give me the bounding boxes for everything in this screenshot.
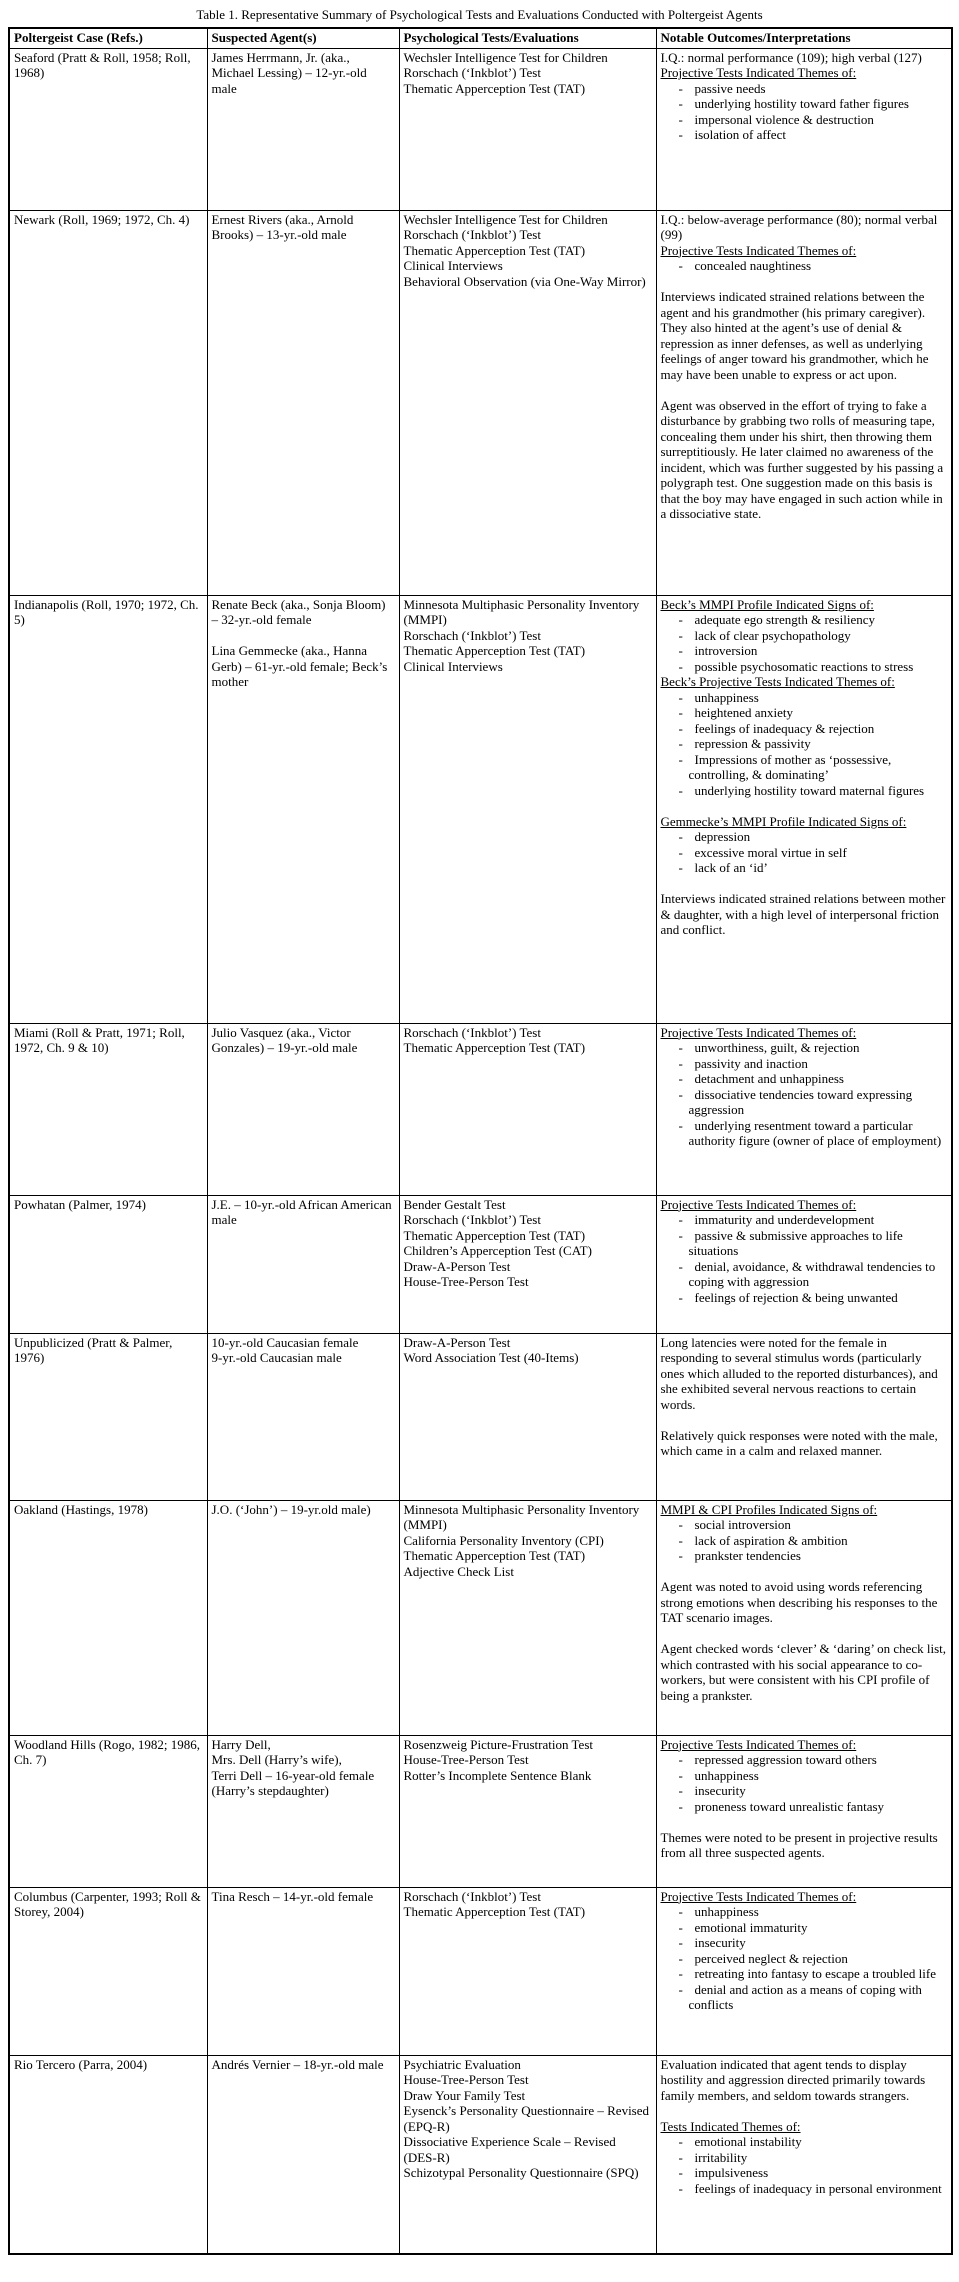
- outcome-bullet: - retreating into fantasy to escape a troubled life: [661, 1966, 948, 1982]
- outcomes-cell: [656, 1887, 952, 2055]
- test-line: House-Tree-Person Test: [403, 2072, 529, 2087]
- test-line: House-Tree-Person Test: [403, 1274, 529, 1289]
- agent-line: Andrés Vernier – 18-yr.-old male: [211, 2056, 384, 2072]
- outcome-bullet: - passive needs: [661, 81, 948, 97]
- test-line: Thematic Apperception Test (TAT): [403, 1040, 586, 1055]
- outcomes-cell: [656, 595, 952, 1023]
- outcome-bullet: - proneness toward unrealistic fantasy: [661, 1799, 948, 1815]
- outcome-heading: Projective Tests Indicated Themes of:: [660, 242, 857, 258]
- test-line: Draw Your Family Test: [403, 2087, 526, 2103]
- test-line: California Personality Inventory (CPI): [403, 1532, 604, 1548]
- agents-cell: [207, 1333, 399, 1500]
- outcome-bullet: - emotional instability: [661, 2134, 948, 2150]
- table-row: [9, 1500, 952, 1735]
- blank-line: [661, 1626, 948, 1642]
- test-line: Psychiatric Evaluation: [403, 2056, 521, 2072]
- agent-line: 10-yr.-old Caucasian female: [211, 1334, 359, 1350]
- outcome-bullet: - irritability: [661, 2150, 948, 2166]
- agent-line: [212, 628, 395, 644]
- outcomes-cell: [656, 2055, 952, 2254]
- tests-cell: [399, 1887, 656, 2055]
- test-line: Rorschach (‘Inkblot’) Test: [403, 227, 541, 242]
- table-row: [9, 1023, 952, 1195]
- outcome-bullet: - underlying hostility toward maternal figures: [661, 783, 948, 799]
- outcome-bullet: - underlying hostility toward father figures: [661, 96, 948, 112]
- case-cell: Newark (Roll, 1969; 1972, Ch. 4): [9, 210, 207, 595]
- summary-table: [8, 27, 953, 2255]
- outcome-bullet: - heightened anxiety: [661, 705, 948, 721]
- blank-line: [661, 1814, 948, 1830]
- outcome-bullet: - detachment and unhappiness: [661, 1071, 948, 1087]
- outcome-bullet: - denial, avoidance, & withdrawal tendencies to coping with aggression: [661, 1259, 948, 1290]
- outcome-bullet: - passive & submissive approaches to life situations: [661, 1228, 948, 1259]
- table-row: [9, 1887, 952, 2055]
- agent-line: James Herrmann, Jr. (aka., Michael Lessing) – 12-yr.-old male: [211, 49, 367, 96]
- test-line: Rotter’s Incomplete Sentence Blank: [403, 1767, 592, 1783]
- test-line: Bender Gestalt Test: [403, 1196, 506, 1212]
- agents-cell: [207, 595, 399, 1023]
- test-line: Draw-A-Person Test: [403, 1258, 511, 1274]
- tests-cell: [399, 1500, 656, 1735]
- tests-cell: [399, 48, 656, 210]
- outcome-bullet: - feelings of inadequacy & rejection: [661, 721, 948, 737]
- tests-cell: [399, 210, 656, 595]
- test-line: Wechsler Intelligence Test for Children: [403, 211, 608, 227]
- outcome-paragraph: Relatively quick responses were noted with the male, which came in a calm and relaxed manner.: [660, 1427, 938, 1458]
- agent-line: Terri Dell – 16-year-old female (Harry’s stepdaughter): [211, 1767, 375, 1798]
- outcome-paragraph: Long latencies were noted for the female in responding to several stimulus words (particularly ones which alluded to the reported disturbances), and she exhibited several nervous reactions to certain words.: [660, 1334, 938, 1412]
- outcome-bullet: - impersonal violence & destruction: [661, 112, 948, 128]
- test-line: Rorschach (‘Inkblot’) Test: [403, 65, 541, 80]
- outcome-bullet: - concealed naughtiness: [661, 258, 948, 274]
- outcome-bullet: - feelings of rejection & being unwanted: [661, 1290, 948, 1306]
- outcome-bullet: - insecurity: [661, 1783, 948, 1799]
- table-row: [9, 1195, 952, 1333]
- blank-line: [661, 2103, 948, 2119]
- outcome-bullet: - lack of aspiration & ambition: [661, 1533, 948, 1549]
- agent-line: Ernest Rivers (aka., Arnold Brooks) – 13-yr.-old male: [211, 211, 354, 242]
- test-line: Thematic Apperception Test (TAT): [403, 1227, 586, 1243]
- outcome-bullet: - prankster tendencies: [661, 1548, 948, 1564]
- test-line: Thematic Apperception Test (TAT): [403, 643, 586, 658]
- outcome-paragraph: Agent was observed in the effort of trying to fake a disturbance by grabbing two rolls of measuring tape, concealing them under his shirt, then throwing them surreptitiously. He later claimed no awareness of the incident, which was further suggested by his passing a polygraph test. One suggestion made on this basis is that the boy may have engaged in such action while in a dissociative state.: [660, 397, 944, 521]
- outcome-bullet: - adequate ego strength & resiliency: [661, 612, 948, 628]
- test-line: Minnesota Multiphasic Personality Inventory (MMPI): [403, 1501, 640, 1532]
- blank-line: [661, 382, 948, 398]
- blank-line: [661, 876, 948, 892]
- outcome-bullet: - possible psychosomatic reactions to stress: [661, 659, 948, 675]
- outcome-paragraph: Interviews indicated strained relations between mother & daughter, with a high level of interpersonal friction and conflict.: [660, 891, 946, 937]
- test-line: Thematic Apperception Test (TAT): [403, 242, 586, 258]
- test-line: Draw-A-Person Test: [403, 1334, 511, 1350]
- agents-cell: [207, 2055, 399, 2254]
- blank-line: [661, 274, 948, 290]
- agent-line: 9-yr.-old Caucasian male: [211, 1350, 342, 1365]
- outcome-bullet: - unhappiness: [661, 1768, 948, 1784]
- column-header: Psychological Tests/Evaluations: [399, 28, 656, 48]
- case-cell: Miami (Roll & Pratt, 1971; Roll, 1972, Ch. 9 & 10): [9, 1023, 207, 1195]
- outcome-bullet: - denial and action as a means of coping with conflicts: [661, 1982, 948, 2013]
- column-header: Suspected Agent(s): [207, 28, 399, 48]
- test-line: Minnesota Multiphasic Personality Inventory (MMPI): [403, 596, 640, 627]
- test-line: Children’s Apperception Test (CAT): [403, 1243, 592, 1258]
- test-line: Rorschach (‘Inkblot’) Test: [403, 1212, 541, 1227]
- outcome-paragraph: Interviews indicated strained relations between the agent and his grandmother (his primary caregiver). They also hinted at the agent’s use of denial & repression as inner defenses, as well as underlying feelings of anger toward his grandmother, which he may have been unable to express or act upon.: [660, 289, 929, 382]
- blank-line: [661, 798, 948, 814]
- outcome-bullet: - perceived neglect & rejection: [661, 1951, 948, 1967]
- outcome-heading: Tests Indicated Themes of:: [660, 2118, 801, 2134]
- outcome-bullet: - social introversion: [661, 1517, 948, 1533]
- outcome-bullet: - repressed aggression toward others: [661, 1752, 948, 1768]
- agents-cell: [207, 1023, 399, 1195]
- agents-cell: [207, 1500, 399, 1735]
- case-cell: Woodland Hills (Rogo, 1982; 1986, Ch. 7): [9, 1735, 207, 1887]
- tests-cell: [399, 2055, 656, 2254]
- outcome-heading: Beck’s MMPI Profile Indicated Signs of:: [660, 596, 874, 612]
- column-header: Poltergeist Case (Refs.): [9, 28, 207, 48]
- outcomes-cell: [656, 48, 952, 210]
- outcome-heading: Projective Tests Indicated Themes of:: [660, 1888, 857, 1904]
- table-row: [9, 210, 952, 595]
- case-cell: Columbus (Carpenter, 1993; Roll & Storey, 2004): [9, 1887, 207, 2055]
- outcome-bullet: - underlying resentment toward a particular authority figure (owner of place of employment): [661, 1118, 948, 1149]
- outcome-paragraph: I.Q.: normal performance (109); high verbal (127): [660, 49, 922, 65]
- outcome-paragraph: Evaluation indicated that agent tends to display hostility and aggression directed primarily towards family members, and seldom towards strangers.: [660, 2056, 926, 2103]
- outcome-paragraph: I.Q.: below-average performance (80); normal verbal (99): [660, 211, 938, 242]
- test-line: Thematic Apperception Test (TAT): [403, 80, 586, 96]
- outcome-bullet: - unworthiness, guilt, & rejection: [661, 1040, 948, 1056]
- outcome-paragraph: Themes were noted to be present in projective results from all three suspected agents.: [660, 1829, 938, 1860]
- outcomes-cell: [656, 1735, 952, 1887]
- blank-line: [661, 1412, 948, 1428]
- outcome-heading: Gemmecke’s MMPI Profile Indicated Signs of:: [660, 813, 907, 829]
- outcome-bullet: - Impressions of mother as ‘possessive, controlling, & dominating’: [661, 752, 948, 783]
- agent-line: J.O. (‘John’) – 19-yr.old male): [211, 1501, 371, 1517]
- outcome-bullet: - repression & passivity: [661, 736, 948, 752]
- table-row: [9, 2055, 952, 2254]
- tests-cell: [399, 595, 656, 1023]
- tests-cell: [399, 1023, 656, 1195]
- outcome-bullet: - unhappiness: [661, 690, 948, 706]
- agent-line: Julio Vasquez (aka., Victor Gonzales) – 19-yr.-old male: [211, 1024, 358, 1055]
- test-line: Eysenck’s Personality Questionnaire – Revised (EPQ-R): [403, 2103, 650, 2134]
- outcome-paragraph: Agent was noted to avoid using words referencing strong emotions when describing his responses to the TAT scenario images.: [660, 1579, 938, 1625]
- test-line: Schizotypal Personality Questionnaire (SPQ): [403, 2165, 639, 2180]
- outcome-bullet: - unhappiness: [661, 1904, 948, 1920]
- test-line: Thematic Apperception Test (TAT): [403, 1904, 586, 1919]
- outcome-heading: MMPI & CPI Profiles Indicated Signs of:: [660, 1501, 878, 1517]
- table-row: [9, 595, 952, 1023]
- agents-cell: [207, 210, 399, 595]
- test-line: Adjective Check List: [403, 1563, 514, 1579]
- blank-line: [661, 1564, 948, 1580]
- test-line: Rorschach (‘Inkblot’) Test: [403, 1888, 541, 1904]
- outcome-bullet: - lack of an ‘id’: [661, 860, 948, 876]
- agent-line: Harry Dell,: [211, 1736, 271, 1752]
- outcome-bullet: - isolation of affect: [661, 127, 948, 143]
- outcomes-cell: [656, 1195, 952, 1333]
- test-line: House-Tree-Person Test: [403, 1752, 529, 1767]
- outcomes-cell: [656, 1023, 952, 1195]
- agents-cell: [207, 1887, 399, 2055]
- agent-line: Lina Gemmecke (aka., Hanna Gerb) – 61-yr.-old female; Beck’s mother: [211, 643, 388, 689]
- agent-line: Renate Beck (aka., Sonja Bloom) – 32-yr.-old female: [211, 596, 386, 627]
- case-cell: Powhatan (Palmer, 1974): [9, 1195, 207, 1333]
- tests-cell: [399, 1735, 656, 1887]
- test-line: Rorschach (‘Inkblot’) Test: [403, 1024, 541, 1040]
- case-cell: Rio Tercero (Parra, 2004): [9, 2055, 207, 2254]
- outcome-bullet: - excessive moral virtue in self: [661, 845, 948, 861]
- case-cell: Unpublicized (Pratt & Palmer, 1976): [9, 1333, 207, 1500]
- outcomes-cell: [656, 1500, 952, 1735]
- outcome-bullet: - depression: [661, 829, 948, 845]
- outcome-bullet: - immaturity and underdevelopment: [661, 1212, 948, 1228]
- table-title: Table 1. Representative Summary of Psychological Tests and Evaluations Conducted with Poltergeist Agents: [196, 7, 763, 22]
- outcome-bullet: - emotional immaturity: [661, 1920, 948, 1936]
- tests-cell: [399, 1333, 656, 1500]
- outcome-heading: Projective Tests Indicated Themes of:: [660, 65, 857, 80]
- case-cell: Indianapolis (Roll, 1970; 1972, Ch. 5): [9, 595, 207, 1023]
- outcome-heading: Projective Tests Indicated Themes of:: [660, 1736, 857, 1752]
- outcome-heading: Projective Tests Indicated Themes of:: [660, 1024, 857, 1040]
- test-line: Rosenzweig Picture-Frustration Test: [403, 1736, 593, 1752]
- outcomes-cell: [656, 1333, 952, 1500]
- case-cell: Oakland (Hastings, 1978): [9, 1500, 207, 1735]
- column-header: Notable Outcomes/Interpretations: [656, 28, 952, 48]
- tests-cell: [399, 1195, 656, 1333]
- table-row: [9, 1735, 952, 1887]
- agent-line: Mrs. Dell (Harry’s wife),: [211, 1752, 342, 1767]
- outcome-bullet: - introversion: [661, 643, 948, 659]
- test-line: Rorschach (‘Inkblot’) Test: [403, 627, 541, 643]
- outcome-heading: Projective Tests Indicated Themes of:: [660, 1196, 857, 1212]
- outcome-bullet: - dissociative tendencies toward expressing aggression: [661, 1087, 948, 1118]
- case-cell: Seaford (Pratt & Roll, 1958; Roll, 1968): [9, 48, 207, 210]
- outcome-bullet: - insecurity: [661, 1935, 948, 1951]
- test-line: Clinical Interviews: [403, 258, 503, 273]
- outcome-heading: Beck’s Projective Tests Indicated Themes of:: [660, 674, 895, 689]
- agents-cell: [207, 48, 399, 210]
- outcome-paragraph: Agent checked words ‘clever’ & ‘daring’ on check list, which contrasted with his social appearance to co-workers, but were consistent with his CPI profile of being a prankster.: [660, 1641, 947, 1703]
- outcomes-cell: [656, 210, 952, 595]
- test-line: Dissociative Experience Scale – Revised (DES-R): [403, 2134, 616, 2165]
- outcome-bullet: - passivity and inaction: [661, 1056, 948, 1072]
- agents-cell: [207, 1735, 399, 1887]
- table-body: [9, 48, 952, 2254]
- test-line: Clinical Interviews: [403, 658, 503, 674]
- outcome-bullet: - feelings of inadequacy in personal environment: [661, 2181, 948, 2197]
- test-line: Wechsler Intelligence Test for Children: [403, 49, 608, 65]
- agent-line: Tina Resch – 14-yr.-old female: [211, 1888, 374, 1904]
- header-row: [9, 28, 952, 48]
- outcome-bullet: - impulsiveness: [661, 2165, 948, 2181]
- test-line: Thematic Apperception Test (TAT): [403, 1548, 586, 1563]
- outcome-bullet: - lack of clear psychopathology: [661, 628, 948, 644]
- table-row: [9, 48, 952, 210]
- table-row: [9, 1333, 952, 1500]
- agents-cell: [207, 1195, 399, 1333]
- agent-line: J.E. – 10-yr.-old African American male: [211, 1196, 392, 1227]
- test-line: Behavioral Observation (via One-Way Mirror): [403, 273, 646, 289]
- test-line: Word Association Test (40-Items): [403, 1350, 579, 1365]
